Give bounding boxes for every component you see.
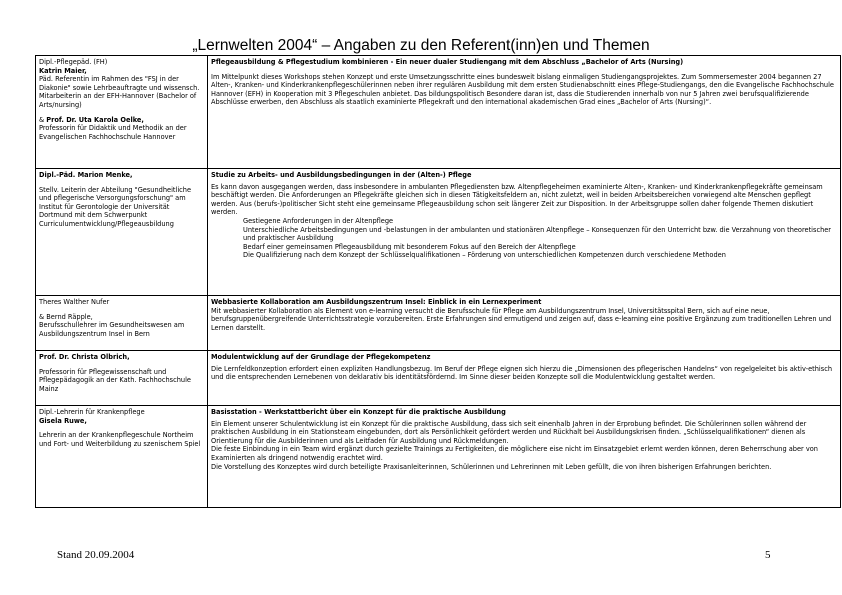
speaker-role: Berufsschullehrer im Gesundheitswesen am Ausbildungszentrum Insel in Bern — [39, 321, 185, 338]
speaker-cell — [36, 296, 208, 351]
ampersand: & — [39, 115, 45, 124]
topic-text: Es kann davon ausgegangen werden, dass insbesondere in ambulanten Pflegediensten bzw. Altenpflegeheimen examinierte Alten-, Kranken- und Kinderkrankenpflegekräfte gemeinsam beschäftigt werden. Die Anforderungen an Pflegekräfte gleichen sich in diesen Tätigkeitsfeldern an, nicht zuletzt, weil in beiden Arbeitsbereichen vorwiegend alte Menschen gepflegt werden. Aus (berufs-)politischer Sicht steht eine gemeinsame Pflegeausbildung schon seit längerer Zeit zur Disposition. In der Arbeitsgruppe sollen daher folgende Themen diskutiert werden. — [211, 182, 823, 217]
speaker-role: Professorin für Pflegewissenschaft und Pflegepädagogik an der Kath. Fachhochschule Mainz — [39, 367, 191, 393]
topic-heading: Modulentwicklung auf der Grundlage der Pflegekompetenz — [211, 353, 431, 361]
topic-heading: Pflegeausbildung & Pflegestudium kombinieren - Ein neuer dualer Studiengang mit dem Abschluss „Bachelor of Arts (Nursing) — [211, 58, 684, 66]
topic-heading: Webbasierte Kollaboration am Ausbildungszentrum Insel: Einblick in ein Lernexperiment — [211, 298, 542, 306]
speaker-role: Lehrerin an der Krankenpflegeschule Northeim und Fort- und Weiterbildung zu szenischem Spiel — [39, 431, 201, 448]
speaker-role: Päd. Referentin im Rahmen des "FSJ in der Diakonie" sowie Lehrbeauftragte und wissensch. Mitarbeiterin an der EFH-Hannover (Bachelor of Arts/nursing) — [39, 75, 200, 109]
speaker-name: Theres Walther Nufer — [39, 298, 110, 306]
table-row — [36, 406, 841, 508]
topic-point: Die Qualifizierung nach dem Konzept der Schlüsselqualifikationen – Förderung von unterschiedlichen Kompetenzen durch verschiedene Methoden — [243, 251, 726, 260]
speaker-cell — [36, 351, 208, 406]
speaker-degree: Dipl.-Pflegepäd. (FH) — [39, 58, 108, 66]
speaker-role: Stellv. Leiterin der Abteilung "Gesundheitliche und pflegerische Versorgungsforschung" am Institut für Gerontologie der Universität Dortmund mit dem Schwerpunkt Curriculumentwicklung/Pflegeausbildung — [39, 185, 192, 228]
table-row — [36, 296, 841, 351]
speaker-name: Prof. Dr. Christa Olbrich, — [39, 353, 130, 361]
speaker-name: Bernd Räpple, — [46, 312, 93, 321]
topic-text: Im Mittelpunkt dieses Workshops stehen Konzept und erste Umsetzungsschritte eines bundesweit bislang einmaligen Studiengangsprojektes. Zum Sommersemester 2004 begannen 27 Alten-, Kranken- und Kinderkrankenpflegeschülerinnen neben ihrer regulären Ausbildung mit dem ersten Studienabschnitt eines Pflege-Studiengangs, den die Evangelische Fachhochschule Hannover (EFH) in Kooperation mit 3 Pflegeschulen anbietet. Das bildungspolitisch Besondere daran ist, dass die Studierenden innerhalb von nur 5 Jahren zwei berufsqualifizierende Abschlüsse erwerben, den Abschluss als staatlich examinierte Pflegekraft und den international akademischen Grad eines „Bachelor of Arts (Nursing)“. — [211, 72, 834, 107]
topic-text: Die feste Einbindung in ein Team wird ergänzt durch gezielte Trainings zu Fertigkeiten, die möglichere eise nicht im Einsatzgebiet erlernt werden können, deren Beherrschung aber von Examinierten als dringend notwendig erachtet wird. — [211, 445, 818, 462]
topic-heading: Studie zu Arbeits- und Ausbildungsbedingungen in der (Alten-) Pflege — [211, 171, 472, 179]
table-row — [36, 56, 841, 169]
topic-cell — [208, 296, 841, 351]
speaker-topic-table — [35, 55, 841, 508]
speaker-degree: Dipl.-Lehrerin für Krankenpflege — [39, 408, 145, 416]
speaker-cell — [36, 406, 208, 508]
ampersand: & — [39, 312, 45, 321]
topic-cell — [208, 169, 841, 296]
table-row — [36, 169, 841, 296]
topic-point: Bedarf einer gemeinsamen Pflegeausbildung mit besonderem Fokus auf den Bereich der Altenpflege — [243, 242, 576, 251]
topic-cell — [208, 56, 841, 169]
page-number: 5 — [765, 549, 771, 561]
topic-text: Die Lernfeldkonzeption erfordert einen expliziten Handlungsbezug. Im Beruf der Pflege eignen sich hierzu die „Dimensionen des pflegerischen Handelns“ von regelgeleitet bis aktiv-ethisch und die entsprechenden Lernebenen von deklarativ bis identitätsfördernd. Im Sinne dieser beiden Konzepte soll die Modulentwicklung gestaltet werden. — [211, 364, 833, 382]
speaker-name: Prof. Dr. Uta Karola Oelke, — [46, 115, 144, 124]
topic-cell — [208, 406, 841, 508]
speaker-role: Professorin für Didaktik und Methodik an der Evangelischen Fachhochschule Hannover — [39, 124, 187, 141]
topic-point: Gestiegene Anforderungen in der Altenpflege — [243, 216, 394, 225]
speaker-name: Gisela Ruwe, — [39, 416, 87, 425]
topic-point: Unterschiedliche Arbeitsbedingungen und -belastungen in der ambulanten und stationären Altenpflege – Konsequenzen für den Unterricht bzw. die Verzahnung von theoretischer und praktischer Ausbildung — [243, 225, 832, 243]
table-row — [36, 351, 841, 406]
page-title: „Lernwelten 2004“ – Angaben zu den Referent(inn)en und Themen — [192, 37, 650, 54]
topic-text: Mit webbasierter Kollaboration als Element von e-learning versucht die Berufsschule für Pflege am Ausbildungszentrum Insel, Universitätsspital Bern, sich auf eine neue, berufsgruppenübergreifende Unterrichtsstrategie vorzubereiten. Erste Erfahrungen sind ermutigend und zeigen auf, dass e-learning eine positive Ergänzung zum traditionellen Lehren und Lernen darstellt. — [211, 306, 832, 332]
footer-date: Stand 20.09.2004 — [57, 549, 135, 561]
speaker-cell — [36, 56, 208, 169]
speaker-name: Katrin Maier, — [39, 66, 87, 75]
speaker-name: Dipl.-Päd. Marion Menke, — [39, 171, 133, 179]
topic-text: Ein Element unserer Schulentwicklung ist ein Konzept für die praktische Ausbildung, dass sich seit einenhalb Jahren in der Erprobung befindet. Die Schülerinnen sollen während der praktischen Ausbildung in ein Stationsteam eingebunden, dort als Persönlichkeit gefördert werden und Rückhalt bei Ausbildungskrisen finden. „Schlüsselqualifikationen“ dienen als Orientierung für die Ausbilderinnen und als Leitfaden für Ausbildung und Rückmeldungen. — [211, 419, 807, 445]
topic-heading: Basisstation - Werkstattbericht über ein Konzept für die praktische Ausbildung — [211, 408, 506, 416]
topic-cell — [208, 351, 841, 406]
topic-text: Die Vorstellung des Konzeptes wird durch beteiligte Praxisanleiterinnen, Schülerinnen und Lehrerinnen mit Leben gefüllt, die von ihren bisherigen Erfahrungen berichten. — [211, 462, 772, 471]
speaker-cell — [36, 169, 208, 296]
